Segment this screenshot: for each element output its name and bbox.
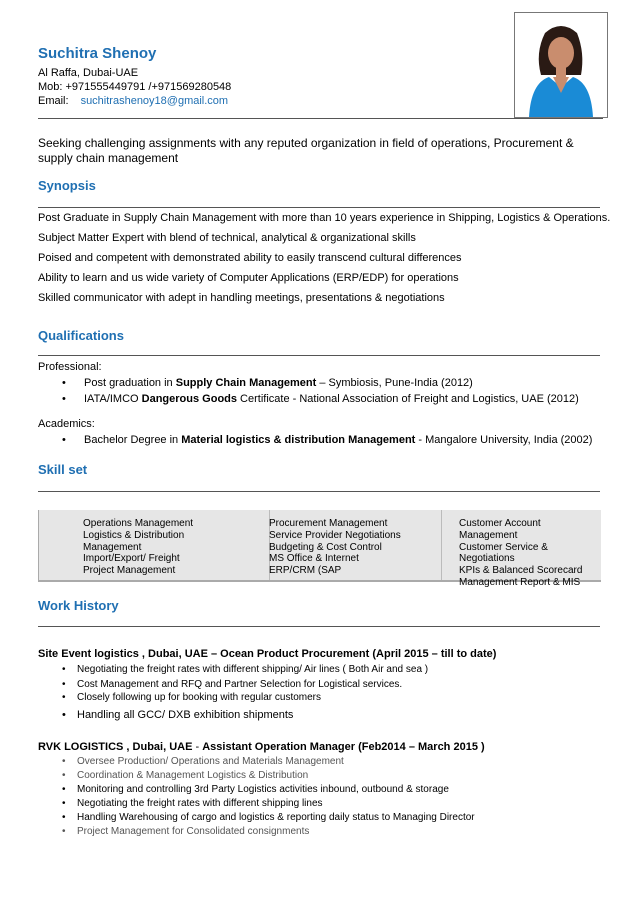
qualification-item bbox=[62, 393, 579, 405]
skill-table bbox=[38, 510, 601, 588]
job-bullet bbox=[62, 709, 293, 721]
professional-label: Professional: bbox=[38, 361, 102, 373]
synopsis-item: Post Graduate in Supply Chain Management with more than 10 years experience in Shipping, Logistics & Operations. bbox=[38, 212, 611, 224]
skill-item: Budgeting & Cost Control bbox=[269, 541, 382, 553]
synopsis-title: Synopsis bbox=[38, 178, 96, 193]
job-company: RVK LOGISTICS , Dubai, UAE bbox=[38, 741, 193, 753]
bullet-icon: • bbox=[62, 812, 66, 823]
skillset-title: Skill set bbox=[38, 462, 88, 477]
email-row bbox=[38, 94, 228, 108]
mobile: Mob: +971555449791 /+971569280548 bbox=[38, 81, 232, 93]
work-history-title: Work History bbox=[38, 598, 119, 613]
job-bullet-text: Negotiating the freight rates with different shipping lines bbox=[77, 798, 323, 809]
location: Al Raffa, Dubai-UAE bbox=[38, 67, 139, 79]
synopsis-divider bbox=[38, 207, 600, 208]
job-bullet bbox=[62, 826, 309, 837]
qualification-bold: Supply Chain Management bbox=[175, 377, 317, 389]
job-bullet-text: Closely following up for booking with regular customers bbox=[77, 692, 322, 703]
academics-label: Academics: bbox=[38, 418, 95, 430]
job-bullet-text: Handling all GCC/ DXB exhibition shipments bbox=[77, 709, 294, 721]
skill-column-3 bbox=[459, 518, 601, 589]
job-bullet bbox=[62, 812, 475, 823]
skill-item: Logistics & Distribution bbox=[83, 529, 185, 541]
job-bullet bbox=[62, 770, 308, 781]
work-history-divider bbox=[38, 626, 600, 627]
header-divider bbox=[38, 118, 603, 119]
job-bullet-text: Project Management for Consolidated consignments bbox=[77, 826, 310, 837]
bullet-icon: • bbox=[62, 770, 66, 781]
bullet-icon: • bbox=[62, 377, 66, 389]
job-bullet bbox=[62, 664, 428, 675]
job-bullet bbox=[62, 692, 321, 703]
skill-item: Customer Service & Negotiations bbox=[459, 541, 548, 565]
skill-item: Service Provider Negotiations bbox=[269, 529, 401, 541]
skill-column-1 bbox=[83, 518, 193, 577]
qualification-item bbox=[62, 377, 473, 389]
skillset-divider bbox=[38, 491, 600, 492]
synopsis-item: Subject Matter Expert with blend of technical, analytical & organizational skills bbox=[38, 232, 416, 244]
profile-photo-graphic bbox=[515, 13, 607, 117]
email-link[interactable]: suchitrashenoy18@gmail.com bbox=[80, 95, 229, 107]
skill-checkbox-column bbox=[61, 516, 71, 528]
candidate-name: Suchitra Shenoy bbox=[38, 45, 157, 62]
synopsis-item: Ability to learn and us wide variety of Computer Applications (ERP/EDP) for operations bbox=[38, 272, 459, 284]
job-bullet bbox=[62, 784, 449, 795]
skill-item: Operations Management bbox=[83, 518, 194, 529]
job-bullet-text: Negotiating the freight rates with different shipping/ Air lines ( Both Air and sea ) bbox=[77, 664, 429, 675]
skill-item: Procurement Management bbox=[269, 518, 388, 529]
bullet-icon: • bbox=[62, 393, 66, 405]
qualification-post: - Mangalore University, India (2002) bbox=[415, 434, 593, 446]
qualifications-title: Qualifications bbox=[38, 328, 124, 343]
qualifications-divider bbox=[38, 355, 600, 356]
job-bullet-text: Monitoring and controlling 3rd Party Logistics activities inbound, outbound & storage bbox=[77, 784, 449, 795]
profile-photo bbox=[514, 12, 608, 118]
synopsis-item: Skilled communicator with adept in handling meetings, presentations & negotiations bbox=[38, 292, 445, 304]
column-divider bbox=[441, 510, 442, 580]
bullet-icon: • bbox=[62, 692, 66, 703]
job-heading-separator: - bbox=[192, 741, 203, 753]
qualification-pre: Bachelor Degree in bbox=[84, 434, 182, 446]
job-heading bbox=[38, 741, 485, 753]
objective: Seeking challenging assignments with any reputed organization in field of operations, Procurement & supply chain management bbox=[38, 136, 574, 165]
job-bullet-text: Oversee Production/ Operations and Materials Management bbox=[77, 756, 344, 767]
bullet-icon: • bbox=[62, 784, 66, 795]
synopsis-item: Poised and competent with demonstrated ability to easily transcend cultural differences bbox=[38, 252, 462, 264]
qualification-bold: Material logistics & distribution Management bbox=[181, 434, 416, 446]
qualification-item bbox=[62, 434, 592, 446]
job-heading: Site Event logistics , Dubai, UAE – Ocean Product Procurement (April 2015 – till to date) bbox=[38, 648, 497, 660]
skill-item: KPIs & Balanced Scorecard bbox=[459, 565, 583, 577]
job-role: Assistant Operation Manager (Feb2014 – March 2015 ) bbox=[202, 741, 485, 753]
job-bullet-text: Handling Warehousing of cargo and logistics & reporting daily status to Managing Director bbox=[77, 812, 475, 823]
job-bullet bbox=[62, 756, 344, 767]
skill-item: MS Office & Internet bbox=[269, 553, 359, 565]
job-bullet-text: Cost Management and RFQ and Partner Selection for Logistical services. bbox=[77, 679, 403, 690]
skill-column-2 bbox=[269, 518, 401, 577]
email-label: Email: bbox=[38, 95, 69, 107]
bullet-icon: • bbox=[62, 709, 66, 721]
bullet-icon: • bbox=[62, 826, 66, 837]
skill-item: Import/Export/ Freight bbox=[83, 553, 180, 565]
skill-item: Management bbox=[83, 541, 142, 553]
qualification-bold: Dangerous Goods bbox=[141, 393, 237, 405]
qualification-post: – Symbiosis, Pune-India (2012) bbox=[316, 377, 473, 389]
skill-item: Customer Account Management bbox=[459, 518, 541, 541]
bullet-icon: • bbox=[62, 756, 66, 767]
qualification-pre: IATA/IMCO bbox=[84, 393, 142, 405]
skill-item: Management Report & MIS bbox=[459, 576, 581, 588]
qualification-post: Certificate - National Association of Freight and Logistics, UAE (2012) bbox=[237, 393, 579, 405]
qualification-pre: Post graduation in bbox=[84, 377, 176, 389]
bullet-icon: • bbox=[62, 679, 66, 690]
bullet-icon: • bbox=[62, 434, 66, 446]
bullet-icon: • bbox=[62, 664, 66, 675]
bullet-icon: • bbox=[62, 798, 66, 809]
job-bullet bbox=[62, 679, 402, 690]
skill-item: ERP/CRM (SAP bbox=[269, 565, 342, 577]
skill-item: Project Management bbox=[83, 565, 176, 577]
job-bullet bbox=[62, 798, 323, 809]
job-bullet-text: Coordination & Management Logistics & Distribution bbox=[77, 770, 309, 781]
